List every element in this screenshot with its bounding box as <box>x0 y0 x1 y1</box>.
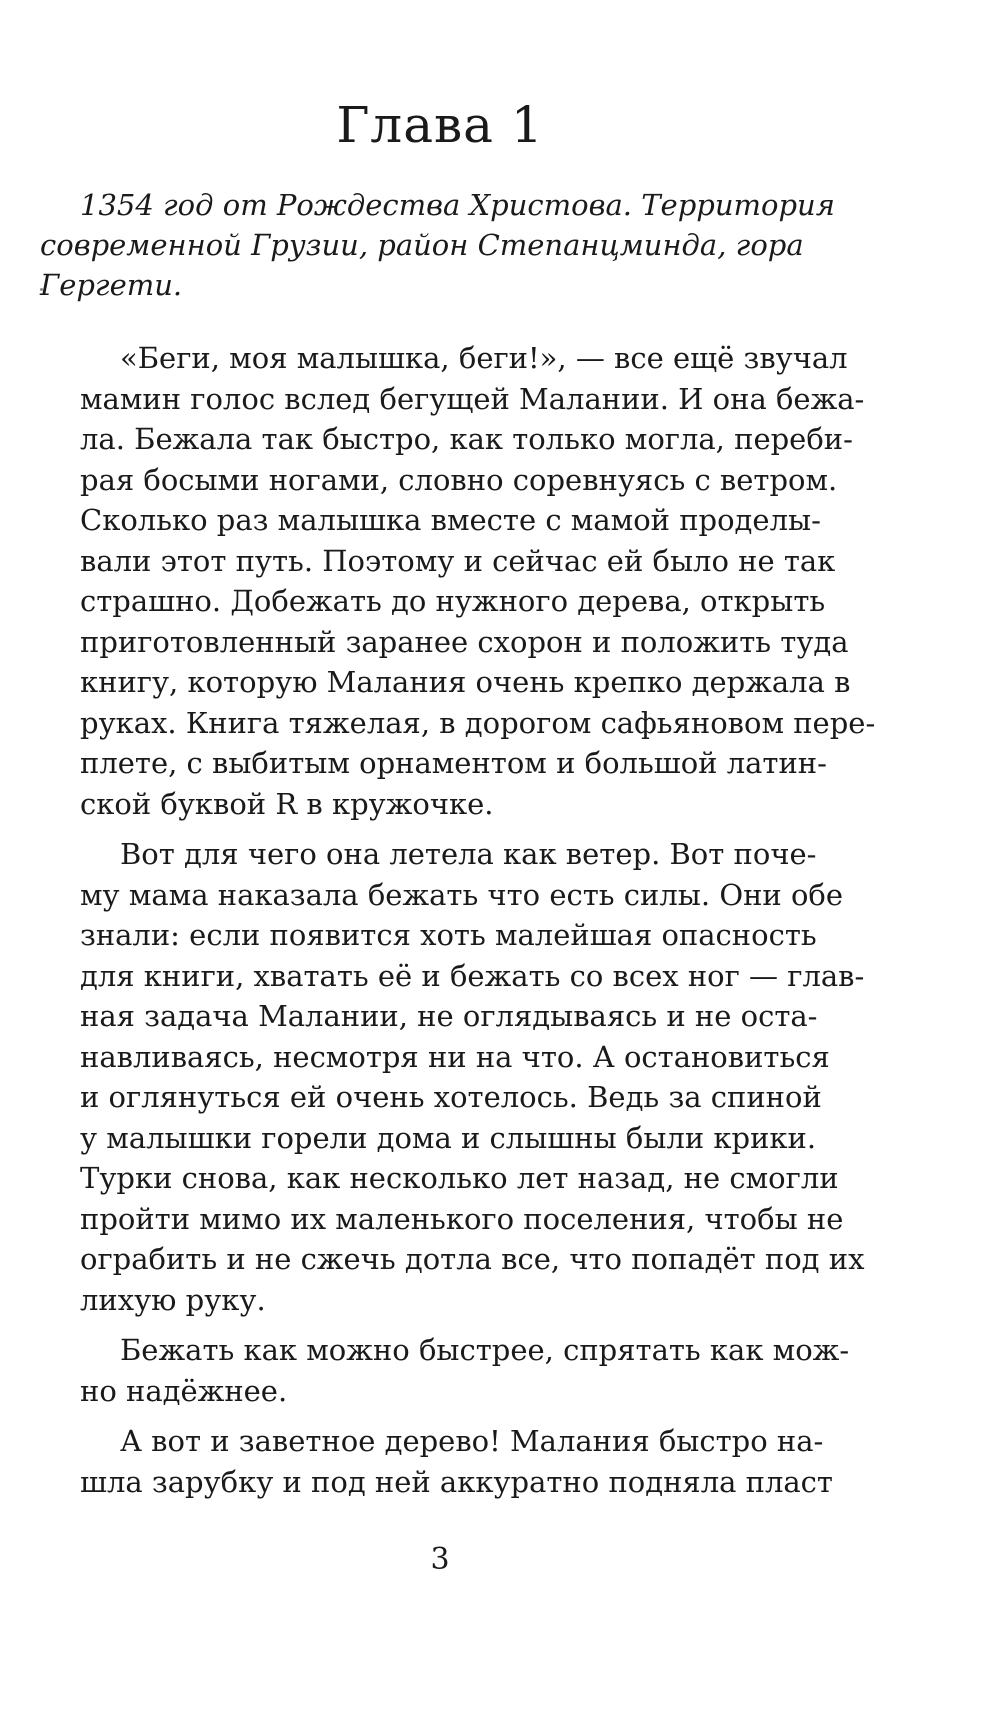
text-line: ла. Бежала так быстро, как только могла, переби- <box>80 422 853 456</box>
text-line: ограбить и не сжечь дотла все, что попадёт под их <box>80 1242 865 1276</box>
epigraph <box>40 185 835 305</box>
page-number: 3 <box>430 1542 450 1577</box>
text-line: му мама наказала бежать что есть силы. Они обе <box>80 877 844 912</box>
epigraph-line: Гергети. <box>40 268 183 302</box>
text-line: Турки снова, как несколько лет назад, не смогли <box>80 1161 839 1195</box>
text-line: ная задача Малании, не оглядываясь и не оста- <box>80 999 818 1033</box>
text-line: книгу, которую Малания очень крепко держала в <box>80 665 851 699</box>
paragraph <box>80 834 865 1320</box>
text-line: вали этот путь. Поэтому и сейчас ей было не так <box>80 543 836 578</box>
text-line: Вот для чего она летела как ветер. Вот поче- <box>120 837 817 871</box>
text-line: страшно. Добежать до нужного дерева, открыть <box>80 584 826 618</box>
text-line: шла зарубку и под ней аккуратно подняла пласт <box>80 1464 833 1499</box>
paragraph <box>80 1421 833 1502</box>
body-text <box>80 338 876 1512</box>
text-line: плете, с выбитым орнаментом и большой латин- <box>80 746 827 780</box>
text-line: навливаясь, несмотря ни на что. А остановиться <box>80 1039 830 1074</box>
text-line: «Беги, моя малышка, беги!», — все ещё звучал <box>120 341 848 375</box>
text-line: для книги, хватать её и бежать со всех ног — глав- <box>80 958 865 993</box>
paragraph <box>80 338 876 824</box>
text-line: и оглянуться ей очень хотелось. Ведь за спиной <box>80 1080 822 1114</box>
text-line: но надёжнее. <box>80 1373 288 1408</box>
text-line: Сколько раз малышка вместе с мамой проделы- <box>80 503 821 537</box>
text-line: пройти мимо их маленького поселения, чтобы не <box>80 1201 844 1236</box>
text-line: Бежать как можно быстрее, спрятать как мож- <box>120 1333 850 1367</box>
chapter-title: Глава 1 <box>336 96 544 154</box>
text-line: лихую руку. <box>80 1282 266 1317</box>
text-line: знали: если появится хоть малейшая опасность <box>80 918 817 952</box>
epigraph-line: 1354 год от Рождества Христова. Территория <box>80 188 835 222</box>
text-line: приготовленный заранее схорон и положить туда <box>80 624 849 659</box>
paragraph <box>80 1330 850 1411</box>
epigraph-line: современной Грузии, район Степанцминда, гора <box>40 228 804 262</box>
text-line: рая босыми ногами, словно соревнуясь с ветром. <box>80 462 838 497</box>
text-line: ской буквой R в кружочке. <box>80 786 494 821</box>
text-line: мамин голос вслед бегущей Малании. И она бежа- <box>80 381 865 416</box>
text-line: у малышки горели дома и слышны были крики. <box>80 1120 817 1155</box>
text-line: руках. Книга тяжелая, в дорогом сафьяновом пере- <box>80 705 876 740</box>
text-line: А вот и заветное дерево! Малания быстро на- <box>120 1424 824 1458</box>
